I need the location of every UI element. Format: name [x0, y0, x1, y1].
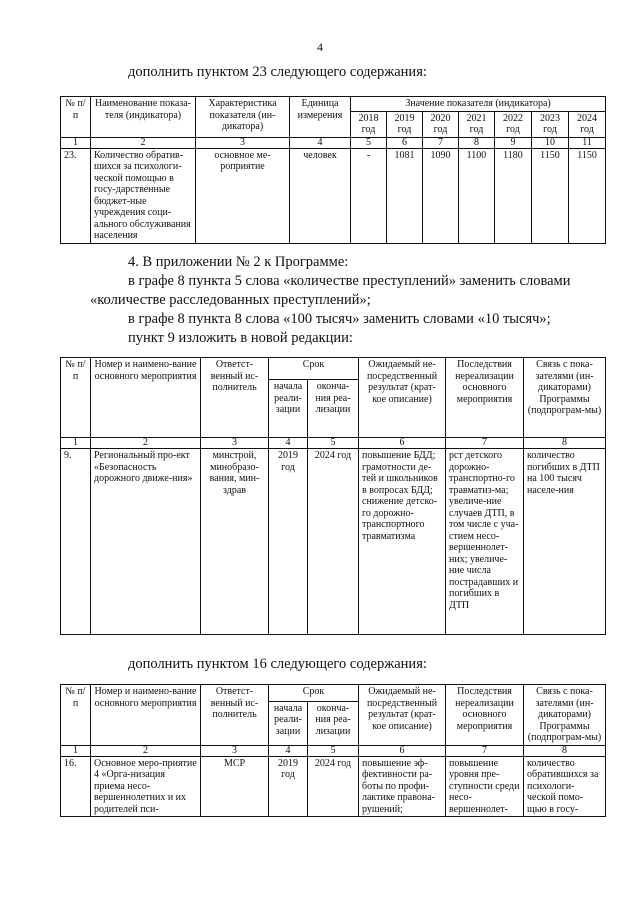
col-num: 6 — [359, 438, 446, 449]
header-end: оконча-ния реа-лизации — [308, 380, 359, 438]
col-num: 4 — [290, 137, 351, 148]
header-executor: Ответст-венный ис-полнитель — [201, 358, 269, 438]
header-unit: Единица измерения — [290, 97, 351, 138]
row-value: 1081 — [387, 148, 423, 243]
header-year: 2020 год — [423, 111, 459, 137]
row-result: повышение БДД; грамотности де-тей и школьников в вопросах БДД; снижение детско-го дорожно-транспортного травматизма — [359, 449, 446, 635]
row-value: 1150 — [569, 148, 606, 243]
header-year: 2021 год — [459, 111, 495, 137]
table-row — [61, 148, 606, 243]
page-number: 4 — [317, 40, 323, 54]
header-year: 2018 год — [351, 111, 387, 137]
row-executor: минстрой, минобразо-вания, мин-здрав — [201, 449, 269, 635]
header-end: оконча-ния реа-лизации — [308, 701, 359, 745]
row-value: 1150 — [532, 148, 569, 243]
section-4-heading: 4. В приложении № 2 к Программе: — [128, 254, 349, 270]
row-no: 16. — [61, 756, 91, 817]
row-value: - — [351, 148, 387, 243]
row-consequences: повышение уровня пре-ступности среди несо-вершеннолет- — [446, 756, 524, 817]
header-start: начала реали-зации — [269, 380, 308, 438]
header-year: 2024 год — [569, 111, 606, 137]
col-num: 4 — [269, 745, 308, 756]
header-value: Значение показателя (индикатора) — [351, 97, 606, 112]
table-row — [61, 449, 606, 635]
col-num: 7 — [446, 745, 524, 756]
table-row — [61, 756, 606, 817]
section-4-text: пункт 9 изложить в новой редакции: — [128, 330, 353, 346]
row-unit: человек — [290, 148, 351, 243]
section-4-text: «количестве расследованных преступлений»; — [90, 292, 371, 308]
header-start: начала реали-зации — [269, 701, 308, 745]
col-num: 1 — [61, 137, 91, 148]
col-num: 3 — [201, 745, 269, 756]
indicators-table — [60, 96, 606, 244]
section-4-text: в графе 8 пункта 5 слова «количестве преступлений» заменить словами — [128, 273, 571, 289]
col-num: 8 — [524, 745, 606, 756]
col-num: 1 — [61, 438, 91, 449]
col-num: 5 — [351, 137, 387, 148]
row-value: 1090 — [423, 148, 459, 243]
col-num: 6 — [387, 137, 423, 148]
col-num: 2 — [91, 137, 196, 148]
section-4-text: в графе 8 пункта 8 слова «100 тысяч» заменить словами «10 тысяч»; — [128, 311, 551, 327]
header-term: Срок — [269, 685, 359, 702]
header-year: 2022 год — [495, 111, 532, 137]
row-start: 2019 год — [269, 449, 308, 635]
col-num: 7 — [423, 137, 459, 148]
header-characteristic: Характеристика показателя (ин-дикатора) — [196, 97, 290, 138]
row-link: количество обратившихся за психологи-ческой помо-щью в госу- — [524, 756, 606, 817]
row-end: 2024 год — [308, 756, 359, 817]
col-num: 8 — [524, 438, 606, 449]
col-num: 6 — [359, 745, 446, 756]
header-name: Номер и наимено-вание основного мероприятия — [91, 685, 201, 746]
row-executor: МСР — [201, 756, 269, 817]
row-value: 1180 — [495, 148, 532, 243]
row-result: повышение эф-фективности ра-боты по профи-лактике правона-рушений; — [359, 756, 446, 817]
row-start: 2019 год — [269, 756, 308, 817]
row-end: 2024 год — [308, 449, 359, 635]
row-name: Основное меро-приятие 4 «Орга-низация приема несо-вершеннолетних и их родителей пси- — [91, 756, 201, 817]
header-year: 2023 год — [532, 111, 569, 137]
col-num: 3 — [196, 137, 290, 148]
row-value: 1100 — [459, 148, 495, 243]
header-no: № п/п — [61, 97, 91, 138]
header-no: № п/п — [61, 358, 91, 438]
col-num: 8 — [459, 137, 495, 148]
header-consequences: Последствия нереализации основного мероприятия — [446, 358, 524, 438]
header-consequences: Последствия нереализации основного мероприятия — [446, 685, 524, 746]
header-link: Связь с пока-зателями (ин-дикаторами) Программы (подпрограм-мы) — [524, 685, 606, 746]
header-name: Наименование показа-теля (индикатора) — [91, 97, 196, 138]
header-link: Связь с пока-зателями (ин-дикаторами) Программы (подпрограм-мы) — [524, 358, 606, 438]
col-num: 11 — [569, 137, 606, 148]
header-term: Срок — [269, 358, 359, 380]
intro-item-16: дополнить пунктом 16 следующего содержания: — [128, 656, 427, 672]
intro-item-23: дополнить пунктом 23 следующего содержания: — [128, 64, 427, 80]
col-num: 9 — [495, 137, 532, 148]
header-result: Ожидаемый не-посредственный результат (крат-кое описание) — [359, 358, 446, 438]
row-consequences: рст детского дорожно-транспортно-го травматиз-ма; увеличе-ние случаев ДТП, в том числе с уча-стием несо-вершеннолет-них; увеличе-ние числа пострадавших и погибших в ДТП — [446, 449, 524, 635]
measures-table — [60, 357, 606, 635]
col-num: 2 — [91, 438, 201, 449]
header-year: 2019 год — [387, 111, 423, 137]
row-name: Количество обратив-шихся за психологи-ческой помощью в госу-дарственные бюджет-ные учреждения соци-ального обслуживания населения — [91, 148, 196, 243]
col-num: 1 — [61, 745, 91, 756]
row-no: 23. — [61, 148, 91, 243]
row-no: 9. — [61, 449, 91, 635]
row-characteristic: основное ме-роприятие — [196, 148, 290, 243]
col-num: 2 — [91, 745, 201, 756]
col-num: 5 — [308, 438, 359, 449]
row-name: Региональный про-ект «Безопасность дорожного движе-ния» — [91, 449, 201, 635]
col-num: 3 — [201, 438, 269, 449]
header-name: Номер и наимено-вание основного мероприятия — [91, 358, 201, 438]
row-link: количество погибших в ДТП на 100 тысяч населе-ния — [524, 449, 606, 635]
col-num: 5 — [308, 745, 359, 756]
header-no: № п/п — [61, 685, 91, 746]
header-result: Ожидаемый не-посредственный результат (крат-кое описание) — [359, 685, 446, 746]
measures-table-addition — [60, 684, 606, 817]
col-num: 4 — [269, 438, 308, 449]
header-executor: Ответст-венный ис-полнитель — [201, 685, 269, 746]
col-num: 7 — [446, 438, 524, 449]
col-num: 10 — [532, 137, 569, 148]
